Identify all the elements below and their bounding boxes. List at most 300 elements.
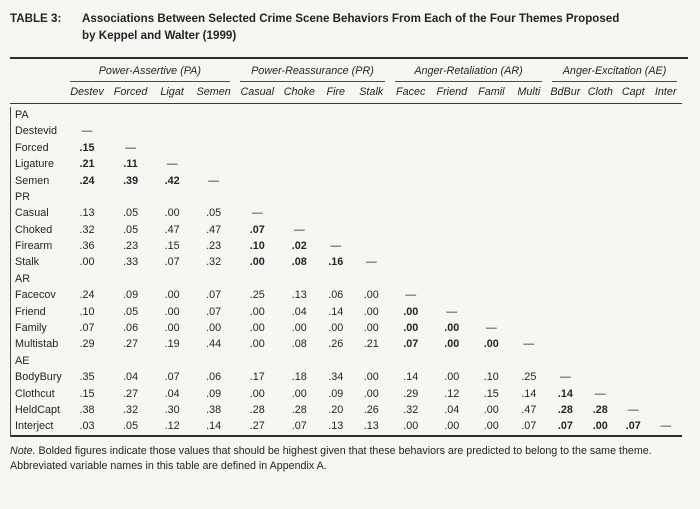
data-cell: .25 — [249, 289, 265, 302]
data-cell — [472, 303, 511, 319]
data-cell — [617, 156, 649, 172]
data-cell — [617, 205, 649, 221]
column-header: Facec — [390, 82, 432, 104]
data-cell — [390, 205, 432, 221]
data-cell — [432, 156, 473, 172]
data-cell: — — [166, 158, 178, 171]
data-cell: .15 — [164, 240, 180, 253]
data-cell — [511, 254, 548, 270]
data-cell — [235, 140, 280, 156]
data-cell: — — [365, 256, 377, 269]
table-row — [10, 140, 682, 156]
data-cell: .28 — [557, 404, 573, 416]
data-cell: .28 — [249, 404, 265, 416]
data-cell — [584, 172, 617, 188]
data-cell — [511, 287, 548, 303]
data-cell: .03 — [79, 420, 95, 433]
data-cell — [649, 271, 682, 287]
data-cell: — — [559, 371, 571, 384]
data-cell — [432, 140, 473, 156]
row-label: BodyBury — [15, 371, 62, 384]
data-cell: .00 — [249, 322, 265, 335]
data-cell: .21 — [79, 158, 95, 171]
table-wrap — [10, 60, 688, 437]
data-cell: .13 — [328, 420, 344, 433]
data-cell — [584, 103, 617, 123]
data-cell — [319, 156, 352, 172]
row-label: AE — [15, 354, 30, 367]
data-cell: .16 — [328, 256, 344, 269]
data-cell — [511, 156, 548, 172]
column-header: Destev — [65, 82, 110, 104]
data-cell: .07 — [206, 289, 222, 302]
data-cell — [319, 271, 352, 287]
data-cell: .00 — [444, 338, 460, 351]
data-cell: — — [208, 174, 220, 187]
data-cell: .00 — [164, 322, 180, 335]
data-cell — [353, 271, 390, 287]
data-cell: .04 — [123, 371, 139, 384]
table-row — [10, 402, 682, 418]
table-number: TABLE 3: — [10, 12, 62, 25]
row-label: Firearm — [15, 240, 53, 253]
data-cell: .07 — [249, 223, 265, 236]
data-cell: .00 — [164, 207, 180, 220]
data-cell — [192, 271, 235, 287]
theme-group-header — [235, 60, 390, 82]
table-row — [10, 254, 682, 270]
row-label: Casual — [15, 207, 49, 220]
data-cell — [649, 222, 682, 238]
title-divider-rule — [10, 57, 688, 59]
table-row — [10, 123, 682, 139]
data-cell — [152, 140, 193, 156]
table-row — [10, 172, 682, 188]
data-cell: .09 — [206, 387, 222, 400]
data-cell — [584, 222, 617, 238]
row-label: Clothcut — [15, 387, 55, 400]
data-cell: .04 — [444, 404, 460, 416]
data-cell: .35 — [79, 371, 95, 384]
row-label: Interject — [15, 420, 54, 433]
data-cell — [584, 353, 617, 369]
data-cell: .14 — [557, 387, 573, 400]
data-cell: .00 — [164, 289, 180, 302]
row-label: Destevid — [15, 125, 58, 138]
data-cell — [390, 271, 432, 287]
data-cell — [649, 353, 682, 369]
data-cell — [280, 103, 320, 123]
data-cell: .26 — [328, 338, 344, 351]
data-cell — [649, 402, 682, 418]
data-cell — [353, 222, 390, 238]
column-header: Semen — [192, 82, 235, 104]
data-cell — [319, 172, 352, 188]
data-cell: .00 — [483, 338, 499, 351]
section-row — [10, 189, 682, 205]
data-cell — [353, 189, 390, 205]
data-cell — [617, 336, 649, 352]
data-cell — [472, 140, 511, 156]
data-cell — [649, 140, 682, 156]
data-cell — [432, 287, 473, 303]
data-cell: .32 — [403, 404, 419, 416]
data-cell: .00 — [592, 420, 608, 433]
data-cell: .00 — [403, 322, 419, 335]
section-row — [10, 271, 682, 287]
data-cell — [584, 156, 617, 172]
table-row — [10, 205, 682, 221]
data-cell — [192, 140, 235, 156]
table-note — [10, 444, 686, 474]
data-cell — [511, 140, 548, 156]
data-cell — [617, 369, 649, 385]
data-cell: .21 — [363, 338, 379, 351]
row-label: Multistab — [15, 338, 59, 351]
data-cell — [649, 123, 682, 139]
data-cell — [472, 123, 511, 139]
data-cell — [649, 336, 682, 352]
data-cell: .17 — [249, 371, 265, 384]
data-cell: .27 — [249, 420, 265, 433]
data-cell: .00 — [444, 322, 460, 335]
data-cell — [617, 254, 649, 270]
data-cell: .13 — [79, 207, 95, 220]
data-cell: .18 — [291, 371, 307, 384]
data-cell — [280, 140, 320, 156]
data-cell — [617, 238, 649, 254]
data-cell: — — [330, 240, 342, 253]
data-cell — [617, 385, 649, 401]
data-cell: .12 — [164, 420, 180, 433]
data-cell: .10 — [79, 305, 95, 318]
data-cell: .05 — [123, 207, 139, 220]
data-cell — [584, 123, 617, 139]
data-cell — [319, 103, 352, 123]
data-cell — [511, 303, 548, 319]
data-cell: — — [485, 322, 497, 335]
data-cell: .15 — [79, 387, 95, 400]
data-cell — [472, 156, 511, 172]
data-cell — [472, 222, 511, 238]
data-cell — [152, 189, 193, 205]
data-cell: .13 — [291, 289, 307, 302]
data-cell — [547, 205, 583, 221]
table-row — [10, 222, 682, 238]
data-cell — [390, 254, 432, 270]
data-cell: .00 — [403, 420, 419, 433]
data-cell — [280, 271, 320, 287]
data-cell — [192, 103, 235, 123]
data-cell: .00 — [249, 305, 265, 318]
data-cell — [617, 172, 649, 188]
data-cell — [472, 172, 511, 188]
data-cell: .32 — [79, 223, 95, 236]
column-header: Choke — [280, 82, 320, 104]
data-cell: — — [523, 338, 535, 351]
data-cell — [319, 123, 352, 139]
data-cell: .14 — [328, 305, 344, 318]
data-cell — [235, 189, 280, 205]
data-cell — [235, 103, 280, 123]
data-cell — [584, 254, 617, 270]
data-cell — [649, 103, 682, 123]
data-cell — [584, 336, 617, 352]
data-cell: — — [125, 141, 136, 154]
row-label: Friend — [15, 305, 46, 318]
data-cell — [649, 156, 682, 172]
data-cell: — — [81, 125, 93, 138]
note-prefix: Note. — [10, 444, 36, 457]
data-cell — [432, 123, 473, 139]
data-cell — [109, 271, 152, 287]
data-cell — [432, 238, 473, 254]
data-cell: .28 — [592, 404, 608, 416]
theme-group-header — [65, 60, 235, 82]
table-body — [10, 103, 682, 435]
data-cell — [353, 123, 390, 139]
data-cell: .06 — [206, 371, 222, 384]
data-cell — [584, 271, 617, 287]
data-cell — [547, 238, 583, 254]
data-cell: .38 — [206, 404, 222, 416]
row-label: AR — [15, 272, 30, 285]
data-cell: .25 — [521, 371, 537, 384]
data-cell: .07 — [79, 322, 95, 335]
data-cell: .20 — [328, 404, 344, 416]
data-cell: .05 — [123, 420, 139, 433]
data-cell — [390, 353, 432, 369]
data-cell: .27 — [123, 338, 139, 351]
theme-group-label: Power-Reassurance (PR) — [240, 65, 385, 82]
data-cell — [547, 287, 583, 303]
data-cell — [472, 205, 511, 221]
data-cell — [280, 172, 320, 188]
data-cell: .11 — [123, 158, 138, 171]
data-cell — [432, 271, 473, 287]
data-cell — [353, 156, 390, 172]
column-header: Ligat — [152, 82, 193, 104]
data-cell — [617, 303, 649, 319]
data-cell: .14 — [206, 420, 222, 433]
data-cell: — — [594, 387, 606, 400]
column-header: Capt — [617, 82, 649, 104]
data-cell — [192, 353, 235, 369]
data-cell — [432, 189, 473, 205]
data-cell — [432, 222, 473, 238]
data-cell: .14 — [521, 387, 537, 400]
data-cell: .06 — [328, 289, 344, 302]
data-cell: .08 — [291, 256, 307, 269]
row-label: Stalk — [15, 256, 40, 269]
data-cell — [617, 287, 649, 303]
column-header-row — [10, 82, 682, 104]
data-cell: — — [293, 223, 305, 236]
data-cell — [511, 238, 548, 254]
data-cell — [649, 320, 682, 336]
data-cell — [353, 353, 390, 369]
data-cell: .02 — [291, 240, 307, 253]
data-cell — [649, 172, 682, 188]
table-row — [10, 418, 682, 435]
row-label: Family — [15, 322, 47, 335]
data-cell — [617, 222, 649, 238]
data-cell: .15 — [483, 387, 499, 400]
data-cell — [280, 189, 320, 205]
data-cell — [547, 103, 583, 123]
data-cell — [353, 205, 390, 221]
table-title-text — [82, 10, 688, 45]
data-cell — [584, 320, 617, 336]
data-cell — [617, 189, 649, 205]
data-cell — [319, 205, 352, 221]
data-cell — [584, 303, 617, 319]
data-cell — [584, 189, 617, 205]
data-cell: .00 — [483, 404, 499, 416]
data-cell — [649, 254, 682, 270]
data-cell: — — [251, 207, 263, 220]
row-label: Semen — [15, 174, 50, 187]
data-cell — [280, 353, 320, 369]
data-cell — [192, 123, 235, 139]
column-header: Friend — [432, 82, 473, 104]
data-cell: .00 — [164, 305, 180, 318]
data-cell: .08 — [291, 338, 307, 351]
data-cell: .00 — [444, 420, 460, 433]
data-cell — [432, 254, 473, 270]
data-cell — [432, 353, 473, 369]
column-header: Casual — [235, 82, 280, 104]
data-cell — [547, 254, 583, 270]
data-cell — [432, 103, 473, 123]
table-row — [10, 287, 682, 303]
data-cell: .05 — [123, 223, 139, 236]
data-cell: .00 — [79, 256, 95, 269]
data-cell — [617, 320, 649, 336]
note-text: Bolded figures indicate those values that should be highest given that these behaviors are predicted to belong to the same theme. Abbreviated variable names in this table are defined in Appendix A. — [10, 444, 652, 472]
data-cell — [511, 320, 548, 336]
data-cell: .07 — [557, 420, 573, 433]
row-label: HeldCapt — [15, 404, 61, 416]
data-cell — [649, 385, 682, 401]
data-cell — [109, 353, 152, 369]
data-cell: .00 — [363, 387, 379, 400]
data-cell: .27 — [123, 387, 139, 400]
data-cell: .00 — [363, 289, 379, 302]
data-cell — [511, 172, 548, 188]
data-cell: .47 — [164, 223, 180, 236]
column-header: Cloth — [584, 82, 617, 104]
data-cell: .32 — [123, 404, 139, 416]
data-cell: .47 — [206, 223, 222, 236]
data-cell — [584, 140, 617, 156]
data-cell — [353, 172, 390, 188]
data-cell — [511, 353, 548, 369]
data-cell — [192, 156, 235, 172]
data-cell: .07 — [164, 256, 180, 269]
data-cell — [65, 353, 110, 369]
data-cell: .00 — [403, 305, 419, 318]
data-cell — [649, 287, 682, 303]
row-label: PA — [15, 108, 29, 121]
data-cell — [319, 189, 352, 205]
data-cell — [152, 271, 193, 287]
table-row — [10, 369, 682, 385]
data-cell — [472, 353, 511, 369]
data-cell — [511, 189, 548, 205]
data-cell — [649, 238, 682, 254]
data-cell — [584, 205, 617, 221]
corner-cell — [10, 60, 65, 82]
data-cell: .00 — [363, 305, 379, 318]
data-cell — [432, 205, 473, 221]
data-cell: .00 — [363, 371, 379, 384]
data-cell: .42 — [164, 174, 180, 187]
data-cell: .00 — [249, 256, 265, 269]
data-cell — [319, 222, 352, 238]
data-cell — [235, 271, 280, 287]
table-header — [10, 60, 682, 104]
data-cell: .07 — [521, 420, 537, 433]
data-cell: .19 — [164, 338, 180, 351]
data-cell — [547, 123, 583, 139]
data-cell — [152, 353, 193, 369]
data-cell — [319, 353, 352, 369]
data-cell — [235, 353, 280, 369]
theme-group-row — [10, 60, 682, 82]
data-cell — [511, 271, 548, 287]
row-label: Forced — [15, 141, 49, 154]
theme-group-header — [547, 60, 682, 82]
data-cell: .04 — [164, 387, 180, 400]
data-cell — [472, 254, 511, 270]
data-cell: .38 — [79, 404, 95, 416]
data-cell: — — [446, 305, 458, 318]
data-cell: .33 — [123, 256, 139, 269]
data-cell — [649, 205, 682, 221]
corner-cell — [10, 82, 65, 104]
data-cell: .00 — [483, 420, 499, 433]
data-cell — [547, 303, 583, 319]
row-label: Ligature — [15, 158, 55, 171]
data-cell — [584, 238, 617, 254]
data-cell — [617, 271, 649, 287]
data-cell: .07 — [403, 338, 419, 351]
data-cell — [472, 271, 511, 287]
data-cell: .05 — [206, 207, 222, 220]
data-cell — [547, 353, 583, 369]
data-cell — [390, 156, 432, 172]
data-cell — [511, 205, 548, 221]
column-header: Fire — [319, 82, 352, 104]
data-cell: .14 — [403, 371, 419, 384]
theme-group-label: Anger-Excitation (AE) — [552, 65, 677, 82]
data-cell: .29 — [403, 387, 419, 400]
data-cell — [235, 123, 280, 139]
data-cell — [235, 172, 280, 188]
data-cell: .09 — [123, 289, 139, 302]
data-cell — [547, 156, 583, 172]
data-cell: .47 — [521, 404, 537, 416]
table-row — [10, 320, 682, 336]
table-left-rule — [10, 107, 11, 437]
table-row — [10, 238, 682, 254]
table-row — [10, 156, 682, 172]
data-cell: .23 — [123, 240, 139, 253]
data-cell: .30 — [164, 404, 180, 416]
data-cell: .24 — [79, 289, 95, 302]
data-cell — [472, 287, 511, 303]
